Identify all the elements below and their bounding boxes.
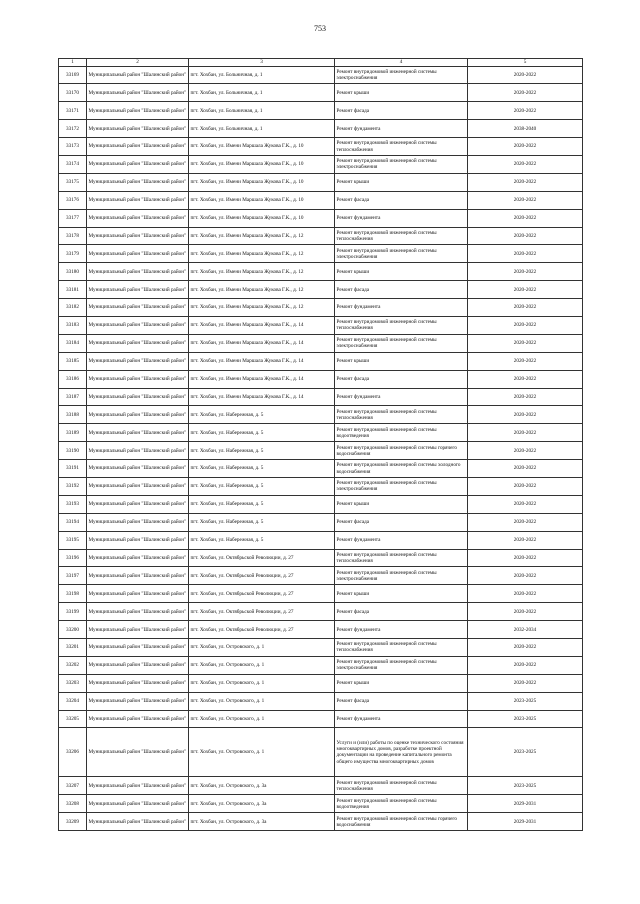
table-row: [59, 692, 583, 710]
table-row: [59, 227, 583, 245]
row-number: 33195: [59, 531, 87, 549]
table-row: [59, 155, 583, 173]
row-number: 33194: [59, 513, 87, 531]
row-municipality: Муниципальный район "Шалинский район": [87, 639, 189, 657]
row-number: 33174: [59, 155, 87, 173]
row-municipality: Муниципальный район "Шалинский район": [87, 120, 189, 138]
row-work-type: Ремонт фундамента: [335, 388, 468, 406]
row-period: 2020-2022: [468, 299, 583, 317]
table-row: [59, 173, 583, 191]
row-period: 2020-2022: [468, 191, 583, 209]
row-address: пгт. Хохбан, ул. Имени Маршала Жукова Г.К., д. 10: [189, 155, 335, 173]
row-number: 33171: [59, 102, 87, 120]
row-number: 33179: [59, 245, 87, 263]
row-work-type: Ремонт фундамента: [335, 621, 468, 639]
row-period: 2020-2022: [468, 352, 583, 370]
row-number: 33186: [59, 370, 87, 388]
row-municipality: Муниципальный район "Шалинский район": [87, 549, 189, 567]
row-municipality: Муниципальный район "Шалинский район": [87, 585, 189, 603]
row-period: 2020-2022: [468, 316, 583, 334]
row-period: 2029-2031: [468, 813, 583, 831]
row-work-type: Ремонт фундамента: [335, 531, 468, 549]
row-number: 33206: [59, 728, 87, 777]
row-work-type: Ремонт фасада: [335, 692, 468, 710]
table-row: [59, 334, 583, 352]
row-address: пгт. Хохбан, ул. Октябрьской Революции, д. 27: [189, 567, 335, 585]
row-work-type: Ремонт фасада: [335, 513, 468, 531]
row-number: 33185: [59, 352, 87, 370]
row-number: 33203: [59, 674, 87, 692]
row-municipality: Муниципальный район "Шалинский район": [87, 813, 189, 831]
row-work-type: Ремонт крыши: [335, 352, 468, 370]
row-number: 33181: [59, 281, 87, 299]
table-row: [59, 84, 583, 102]
row-number: 33202: [59, 656, 87, 674]
table-row: [59, 777, 583, 795]
table-row: [59, 813, 583, 831]
row-number: 33193: [59, 495, 87, 513]
row-period: 2020-2022: [468, 138, 583, 156]
row-period: 2020-2022: [468, 155, 583, 173]
row-number: 33178: [59, 227, 87, 245]
row-work-type: Ремонт внутридомовой инженерной системы водоотведения: [335, 424, 468, 442]
table-row: [59, 388, 583, 406]
header-col-2: 2: [87, 59, 189, 67]
table-row: [59, 710, 583, 728]
row-address: пгт. Хохбан, ул. Набережная, д. 5: [189, 477, 335, 495]
row-period: 2020-2022: [468, 66, 583, 84]
row-work-type: Ремонт крыши: [335, 263, 468, 281]
row-work-type: Ремонт внутридомовой инженерной системы теплоснабжения: [335, 639, 468, 657]
row-municipality: Муниципальный район "Шалинский район": [87, 728, 189, 777]
row-period: 2020-2022: [468, 84, 583, 102]
row-number: 33192: [59, 477, 87, 495]
row-address: пгт. Хохбан, ул. Имени Маршала Жукова Г.К., д. 12: [189, 299, 335, 317]
row-work-type: Ремонт фундамента: [335, 710, 468, 728]
row-municipality: Муниципальный район "Шалинский район": [87, 352, 189, 370]
row-address: пгт. Хохбан, ул. Набережная, д. 5: [189, 513, 335, 531]
row-municipality: Муниципальный район "Шалинский район": [87, 460, 189, 478]
row-number: 33199: [59, 603, 87, 621]
row-work-type: Ремонт внутридомовой инженерной системы электроснабжения: [335, 155, 468, 173]
row-municipality: Муниципальный район "Шалинский район": [87, 477, 189, 495]
row-number: 33169: [59, 66, 87, 84]
row-work-type: Ремонт внутридомовой инженерной системы горячего водоснабжения: [335, 442, 468, 460]
table-row: [59, 531, 583, 549]
table-row: [59, 209, 583, 227]
row-municipality: Муниципальный район "Шалинский район": [87, 191, 189, 209]
row-number: 33184: [59, 334, 87, 352]
row-period: 2020-2022: [468, 567, 583, 585]
row-work-type: Ремонт внутридомовой инженерной системы водоотведения: [335, 795, 468, 813]
row-municipality: Муниципальный район "Шалинский район": [87, 84, 189, 102]
table-row: [59, 138, 583, 156]
table-row: [59, 66, 583, 84]
row-number: 33205: [59, 710, 87, 728]
row-work-type: Ремонт фасада: [335, 102, 468, 120]
table-row: [59, 102, 583, 120]
row-number: 33201: [59, 639, 87, 657]
table-body: [59, 66, 583, 831]
row-work-type: Ремонт внутридомовой инженерной системы теплоснабжения: [335, 316, 468, 334]
row-period: 2023-2025: [468, 728, 583, 777]
table-row: [59, 370, 583, 388]
row-work-type: Ремонт внутридомовой инженерной системы горячего водоснабжения: [335, 813, 468, 831]
row-work-type: Ремонт фасада: [335, 370, 468, 388]
row-period: 2023-2025: [468, 710, 583, 728]
row-address: пгт. Хохбан, ул. Набережная, д. 5: [189, 406, 335, 424]
row-number: 33204: [59, 692, 87, 710]
table-row: [59, 460, 583, 478]
row-work-type: Ремонт внутридомовой инженерной системы электроснабжения: [335, 334, 468, 352]
row-work-type: Ремонт внутридомовой инженерной системы электроснабжения: [335, 477, 468, 495]
row-work-type: Ремонт внутридомовой инженерной системы теплоснабжения: [335, 777, 468, 795]
table-row: [59, 513, 583, 531]
row-work-type: Ремонт внутридомовой инженерной системы электроснабжения: [335, 245, 468, 263]
row-number: 33207: [59, 777, 87, 795]
row-address: пгт. Хохбан, ул. Имени Маршала Жукова Г.К., д. 12: [189, 281, 335, 299]
row-address: пгт. Хохбан, ул. Имени Маршала Жукова Г.К., д. 12: [189, 227, 335, 245]
row-address: пгт. Хохбан, ул. Островского, д. 3а: [189, 777, 335, 795]
row-municipality: Муниципальный район "Шалинский район": [87, 513, 189, 531]
row-municipality: Муниципальный район "Шалинский район": [87, 299, 189, 317]
row-period: 2020-2022: [468, 388, 583, 406]
row-number: 33175: [59, 173, 87, 191]
row-address: пгт. Хохбан, ул. Больничная, д. 1: [189, 120, 335, 138]
table-row: [59, 424, 583, 442]
row-period: 2020-2022: [468, 603, 583, 621]
row-work-type: Ремонт фундамента: [335, 120, 468, 138]
row-work-type: Ремонт крыши: [335, 585, 468, 603]
row-municipality: Муниципальный район "Шалинский район": [87, 138, 189, 156]
table-row: [59, 549, 583, 567]
table-row: [59, 245, 583, 263]
row-period: 2020-2022: [468, 513, 583, 531]
row-number: 33180: [59, 263, 87, 281]
row-number: 33173: [59, 138, 87, 156]
table-row: [59, 120, 583, 138]
row-address: пгт. Хохбан, ул. Островского, д. 1: [189, 710, 335, 728]
header-col-5: 5: [468, 59, 583, 67]
row-municipality: Муниципальный район "Шалинский район": [87, 102, 189, 120]
register-table: [58, 58, 583, 831]
row-period: 2029-2031: [468, 795, 583, 813]
row-number: 33176: [59, 191, 87, 209]
row-work-type: Ремонт крыши: [335, 173, 468, 191]
row-address: пгт. Хохбан, ул. Имени Маршала Жукова Г.К., д. 12: [189, 245, 335, 263]
table-row: [59, 263, 583, 281]
row-work-type: Ремонт фундамента: [335, 299, 468, 317]
row-address: пгт. Хохбан, ул. Имени Маршала Жукова Г.К., д. 12: [189, 263, 335, 281]
row-municipality: Муниципальный район "Шалинский район": [87, 209, 189, 227]
row-municipality: Муниципальный район "Шалинский район": [87, 424, 189, 442]
row-work-type: Ремонт внутридомовой инженерной системы электроснабжения: [335, 656, 468, 674]
row-address: пгт. Хохбан, ул. Больничная, д. 1: [189, 84, 335, 102]
row-address: пгт. Хохбан, ул. Островского, д. 3а: [189, 813, 335, 831]
row-address: пгт. Хохбан, ул. Набережная, д. 5: [189, 442, 335, 460]
row-municipality: Муниципальный район "Шалинский район": [87, 531, 189, 549]
row-period: 2020-2022: [468, 639, 583, 657]
row-work-type: Ремонт крыши: [335, 674, 468, 692]
row-municipality: Муниципальный район "Шалинский район": [87, 674, 189, 692]
row-period: 2020-2022: [468, 173, 583, 191]
row-work-type: Услуги и (или) работы по оценке технического состояния многоквартирных домов, разработке проектной документации на проведение капитального ремонта общего имущества многоквартирных домов: [335, 728, 468, 777]
row-municipality: Муниципальный район "Шалинский район": [87, 155, 189, 173]
row-period: 2020-2022: [468, 370, 583, 388]
table-row: [59, 639, 583, 657]
row-municipality: Муниципальный район "Шалинский район": [87, 495, 189, 513]
row-address: пгт. Хохбан, ул. Имени Маршала Жукова Г.К., д. 14: [189, 370, 335, 388]
row-municipality: Муниципальный район "Шалинский район": [87, 603, 189, 621]
row-address: пгт. Хохбан, ул. Островского, д. 1: [189, 639, 335, 657]
table-row: [59, 674, 583, 692]
row-municipality: Муниципальный район "Шалинский район": [87, 173, 189, 191]
header-row: [59, 59, 583, 67]
row-municipality: Муниципальный район "Шалинский район": [87, 263, 189, 281]
table-row: [59, 621, 583, 639]
row-period: 2020-2022: [468, 656, 583, 674]
row-number: 33187: [59, 388, 87, 406]
table-row: [59, 299, 583, 317]
row-period: 2023-2025: [468, 777, 583, 795]
page-number: 753: [314, 24, 326, 33]
row-period: 2020-2022: [468, 227, 583, 245]
row-number: 33208: [59, 795, 87, 813]
row-address: пгт. Хохбан, ул. Имени Маршала Жукова Г.К., д. 14: [189, 334, 335, 352]
row-number: 33196: [59, 549, 87, 567]
row-period: 2020-2022: [468, 209, 583, 227]
row-address: пгт. Хохбан, ул. Имени Маршала Жукова Г.К., д. 14: [189, 316, 335, 334]
table-row: [59, 281, 583, 299]
row-number: 33170: [59, 84, 87, 102]
row-period: 2020-2022: [468, 102, 583, 120]
row-address: пгт. Хохбан, ул. Островского, д. 1: [189, 674, 335, 692]
header-col-3: 3: [189, 59, 335, 67]
row-work-type: Ремонт внутридомовой инженерной системы теплоснабжения: [335, 227, 468, 245]
row-municipality: Муниципальный район "Шалинский район": [87, 281, 189, 299]
table-row: [59, 728, 583, 777]
row-municipality: Муниципальный район "Шалинский район": [87, 710, 189, 728]
row-work-type: Ремонт фасада: [335, 603, 468, 621]
row-municipality: Муниципальный район "Шалинский район": [87, 316, 189, 334]
row-number: 33177: [59, 209, 87, 227]
row-address: пгт. Хохбан, ул. Островского, д. 3а: [189, 795, 335, 813]
table-row: [59, 191, 583, 209]
row-address: пгт. Хохбан, ул. Имени Маршала Жукова Г.К., д. 10: [189, 191, 335, 209]
row-period: 2020-2022: [468, 245, 583, 263]
row-address: пгт. Хохбан, ул. Набережная, д. 5: [189, 424, 335, 442]
row-address: пгт. Хохбан, ул. Октябрьской Революции, д. 27: [189, 585, 335, 603]
table-row: [59, 316, 583, 334]
table-row: [59, 477, 583, 495]
table-row: [59, 656, 583, 674]
row-address: пгт. Хохбан, ул. Набережная, д. 5: [189, 460, 335, 478]
row-work-type: Ремонт внутридомовой инженерной системы электроснабжения: [335, 66, 468, 84]
row-address: пгт. Хохбан, ул. Островского, д. 1: [189, 692, 335, 710]
row-municipality: Муниципальный район "Шалинский район": [87, 777, 189, 795]
row-address: пгт. Хохбан, ул. Набережная, д. 5: [189, 495, 335, 513]
row-period: 2020-2022: [468, 460, 583, 478]
row-address: пгт. Хохбан, ул. Больничная, д. 1: [189, 66, 335, 84]
table-row: [59, 406, 583, 424]
row-work-type: Ремонт внутридомовой инженерной системы теплоснабжения: [335, 406, 468, 424]
row-municipality: Муниципальный район "Шалинский район": [87, 227, 189, 245]
row-work-type: Ремонт крыши: [335, 495, 468, 513]
row-municipality: Муниципальный район "Шалинский район": [87, 66, 189, 84]
row-number: 33190: [59, 442, 87, 460]
row-number: 33191: [59, 460, 87, 478]
row-period: 2023-2025: [468, 692, 583, 710]
header-col-4: 4: [335, 59, 468, 67]
row-address: пгт. Хохбан, ул. Больничная, д. 1: [189, 102, 335, 120]
row-period: 2020-2022: [468, 263, 583, 281]
row-period: 2020-2022: [468, 585, 583, 603]
row-period: 2020-2022: [468, 442, 583, 460]
table-row: [59, 585, 583, 603]
row-address: пгт. Хохбан, ул. Октябрьской Революции, д. 27: [189, 621, 335, 639]
row-municipality: Муниципальный район "Шалинский район": [87, 692, 189, 710]
row-address: пгт. Хохбан, ул. Набережная, д. 5: [189, 531, 335, 549]
row-work-type: Ремонт крыши: [335, 84, 468, 102]
row-work-type: Ремонт фасада: [335, 281, 468, 299]
row-municipality: Муниципальный район "Шалинский район": [87, 795, 189, 813]
row-address: пгт. Хохбан, ул. Островского, д. 1: [189, 656, 335, 674]
row-address: пгт. Хохбан, ул. Октябрьской Революции, д. 27: [189, 549, 335, 567]
row-work-type: Ремонт фасада: [335, 191, 468, 209]
row-municipality: Муниципальный район "Шалинский район": [87, 656, 189, 674]
row-work-type: Ремонт внутридомовой инженерной системы теплоснабжения: [335, 549, 468, 567]
row-number: 33183: [59, 316, 87, 334]
table-header: [59, 59, 583, 67]
table-row: [59, 495, 583, 513]
row-municipality: Муниципальный район "Шалинский район": [87, 621, 189, 639]
row-period: 2020-2022: [468, 531, 583, 549]
row-address: пгт. Хохбан, ул. Октябрьской Революции, д. 27: [189, 603, 335, 621]
row-address: пгт. Хохбан, ул. Имени Маршала Жукова Г.К., д. 14: [189, 352, 335, 370]
row-address: пгт. Хохбан, ул. Имени Маршала Жукова Г.К., д. 10: [189, 173, 335, 191]
row-period: 2038-2040: [468, 120, 583, 138]
table-row: [59, 603, 583, 621]
row-period: 2020-2022: [468, 477, 583, 495]
row-period: 2020-2022: [468, 495, 583, 513]
row-number: 33189: [59, 424, 87, 442]
row-work-type: Ремонт фундамента: [335, 209, 468, 227]
row-municipality: Муниципальный район "Шалинский район": [87, 442, 189, 460]
row-municipality: Муниципальный район "Шалинский район": [87, 334, 189, 352]
row-municipality: Муниципальный район "Шалинский район": [87, 245, 189, 263]
row-period: 2020-2022: [468, 334, 583, 352]
row-period: 2020-2022: [468, 674, 583, 692]
row-address: пгт. Хохбан, ул. Имени Маршала Жукова Г.К., д. 14: [189, 388, 335, 406]
row-period: 2020-2022: [468, 549, 583, 567]
row-municipality: Муниципальный район "Шалинский район": [87, 388, 189, 406]
row-period: 2020-2022: [468, 406, 583, 424]
row-address: пгт. Хохбан, ул. Имени Маршала Жукова Г.К., д. 10: [189, 209, 335, 227]
row-municipality: Муниципальный район "Шалинский район": [87, 370, 189, 388]
row-number: 33198: [59, 585, 87, 603]
row-address: пгт. Хохбан, ул. Имени Маршала Жукова Г.К., д. 10: [189, 138, 335, 156]
row-number: 33182: [59, 299, 87, 317]
row-work-type: Ремонт внутридомовой инженерной системы электроснабжения: [335, 567, 468, 585]
row-number: 33197: [59, 567, 87, 585]
row-municipality: Муниципальный район "Шалинский район": [87, 567, 189, 585]
row-period: 2020-2022: [468, 281, 583, 299]
table-row: [59, 352, 583, 370]
table-row: [59, 442, 583, 460]
row-work-type: Ремонт внутридомовой инженерной системы теплоснабжения: [335, 138, 468, 156]
row-number: 33200: [59, 621, 87, 639]
row-number: 33209: [59, 813, 87, 831]
row-work-type: Ремонт внутридомовой инженерной системы холодного водоснабжения: [335, 460, 468, 478]
table-row: [59, 567, 583, 585]
table-row: [59, 795, 583, 813]
row-number: 33172: [59, 120, 87, 138]
row-period: 2020-2022: [468, 424, 583, 442]
row-municipality: Муниципальный район "Шалинский район": [87, 406, 189, 424]
row-address: пгт. Хохбан, ул. Островского, д. 1: [189, 728, 335, 777]
row-period: 2032-2034: [468, 621, 583, 639]
header-col-1: 1: [59, 59, 87, 67]
row-number: 33188: [59, 406, 87, 424]
